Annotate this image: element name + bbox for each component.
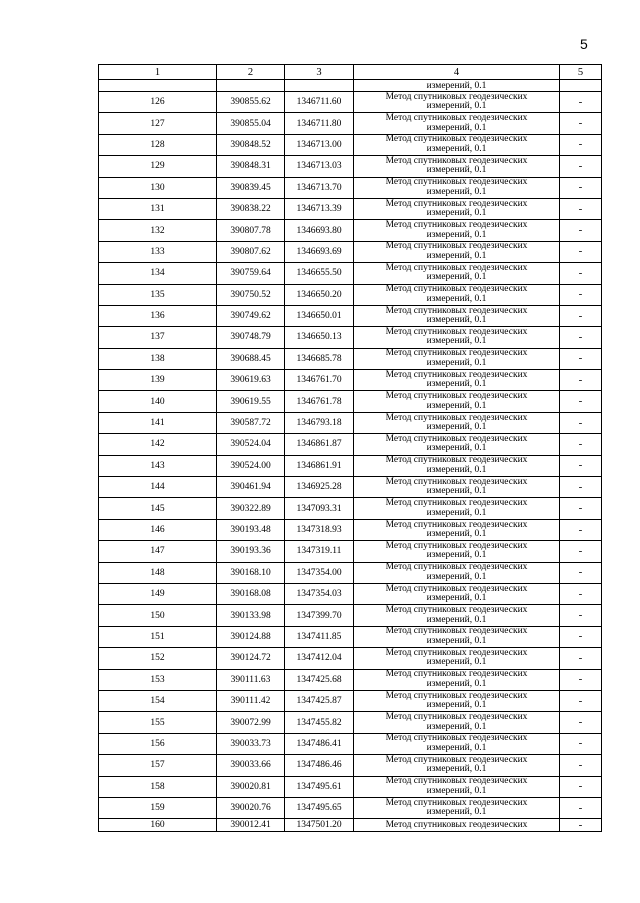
cell-x: 390020.81 — [217, 776, 285, 797]
cell-note: - — [560, 498, 602, 519]
cell-x: 390193.36 — [217, 541, 285, 562]
table-row — [99, 113, 602, 134]
cell-y: 1347412.04 — [285, 648, 354, 669]
table-row — [99, 434, 602, 455]
cell-x: 390111.42 — [217, 690, 285, 711]
cell-number: 155 — [99, 712, 217, 733]
cell-method — [354, 755, 560, 776]
cell-note: - — [560, 477, 602, 498]
cell-x: 390839.45 — [217, 177, 285, 198]
cell-number: 130 — [99, 177, 217, 198]
cell-x: 390168.08 — [217, 583, 285, 604]
method-line-2: измерений, 0.1 — [426, 229, 487, 240]
cell-note: - — [560, 755, 602, 776]
cell-number: 132 — [99, 220, 217, 241]
method-line-1: Метод спутниковых геодезических — [385, 113, 528, 124]
cell-y: 1347486.46 — [285, 755, 354, 776]
cell-number: 154 — [99, 690, 217, 711]
cell-method — [354, 198, 560, 219]
method-line-2: измерений, 0.1 — [426, 486, 487, 497]
cell-method — [354, 348, 560, 369]
cell-note: - — [560, 284, 602, 305]
table-row — [99, 348, 602, 369]
cell-y: 1347093.31 — [285, 498, 354, 519]
table-row — [99, 92, 602, 113]
cell-x: 390193.48 — [217, 519, 285, 540]
cell-note: - — [560, 391, 602, 412]
cell-y: 1346650.13 — [285, 327, 354, 348]
method-line-2: измерений, 0.1 — [426, 165, 487, 176]
cell-number: 144 — [99, 477, 217, 498]
cell-method — [354, 92, 560, 113]
method-line-1: Метод спутниковых геодезических — [385, 712, 528, 723]
cell-x: 390168.10 — [217, 562, 285, 583]
method-line-1: Метод спутниковых геодезических — [385, 669, 528, 680]
cell-note: - — [560, 370, 602, 391]
method-line-1: Метод спутниковых геодезических — [385, 262, 528, 273]
method-line-1: Метод спутниковых геодезических — [385, 369, 528, 380]
column-header: 3 — [285, 65, 354, 80]
cell-number: 147 — [99, 541, 217, 562]
cell-method: Метод спутниковых геодезических — [354, 819, 560, 832]
cell-method — [354, 220, 560, 241]
method-line-2: измерений, 0.1 — [426, 635, 487, 646]
cell-y: 1347501.20 — [285, 819, 354, 832]
method-line-1: Метод спутниковых геодезических — [385, 455, 528, 466]
cell-number: 151 — [99, 626, 217, 647]
cell-number: 145 — [99, 498, 217, 519]
method-line-1: Метод спутниковых геодезических — [385, 583, 528, 594]
table-row — [99, 797, 602, 818]
method-line-2: измерений, 0.1 — [426, 614, 487, 625]
cell-number: 137 — [99, 327, 217, 348]
method-line-1: Метод спутниковых геодезических — [385, 498, 528, 509]
cell-number: 158 — [99, 776, 217, 797]
method-line-1: Метод спутниковых геодезических — [385, 284, 528, 295]
table-row — [99, 370, 602, 391]
method-line-2: измерений, 0.1 — [426, 550, 487, 561]
cell-note — [560, 80, 602, 92]
method-line-1: Метод спутниковых геодезических — [385, 348, 528, 359]
table-row — [99, 519, 602, 540]
cell-x: 390587.72 — [217, 412, 285, 433]
cell-y: 1347495.65 — [285, 797, 354, 818]
cell-y: 1347425.87 — [285, 690, 354, 711]
cell-number: 136 — [99, 305, 217, 326]
method-line-2: измерений, 0.1 — [426, 250, 487, 261]
cell-y: 1347495.61 — [285, 776, 354, 797]
cell-note: - — [560, 819, 602, 832]
cell-x: 390748.79 — [217, 327, 285, 348]
cell-number: 128 — [99, 134, 217, 155]
cell-method — [354, 134, 560, 155]
cell-method — [354, 648, 560, 669]
cell-method — [354, 669, 560, 690]
cell-x: 390111.63 — [217, 669, 285, 690]
cell-note: - — [560, 797, 602, 818]
cell-method — [354, 690, 560, 711]
table-row — [99, 156, 602, 177]
cell-method — [354, 113, 560, 134]
cell-note: - — [560, 626, 602, 647]
method-line-2: измерений, 0.1 — [426, 807, 487, 818]
cell-method — [354, 327, 560, 348]
cell-y: 1347318.93 — [285, 519, 354, 540]
cell-number — [99, 80, 217, 92]
table-row — [99, 134, 602, 155]
cell-note: - — [560, 134, 602, 155]
table-row — [99, 583, 602, 604]
cell-x: 390619.63 — [217, 370, 285, 391]
table-row — [99, 541, 602, 562]
cell-note: - — [560, 263, 602, 284]
method-line-2: измерений, 0.1 — [426, 764, 487, 775]
cell-y: 1346861.87 — [285, 434, 354, 455]
cell-number: 153 — [99, 669, 217, 690]
cell-x: 390012.41 — [217, 819, 285, 832]
cell-number: 152 — [99, 648, 217, 669]
cell-number: 135 — [99, 284, 217, 305]
table-row — [99, 198, 602, 219]
cell-method — [354, 498, 560, 519]
method-line-2: измерений, 0.1 — [426, 464, 487, 475]
table-row — [99, 327, 602, 348]
table-row — [99, 241, 602, 262]
method-line-1: Метод спутниковых геодезических — [385, 476, 528, 487]
cell-method — [354, 541, 560, 562]
cell-y: 1347354.03 — [285, 583, 354, 604]
method-line-1: Метод спутниковых геодезических — [385, 605, 528, 616]
cell-number: 133 — [99, 241, 217, 262]
method-line-1: Метод спутниковых геодезических — [385, 391, 528, 402]
cell-note: - — [560, 348, 602, 369]
cell-y — [285, 80, 354, 92]
cell-x — [217, 80, 285, 92]
cell-method — [354, 156, 560, 177]
method-line-1: Метод спутниковых геодезических — [385, 540, 528, 551]
continuation-row — [99, 80, 602, 92]
cell-x: 390133.98 — [217, 605, 285, 626]
table-row — [99, 605, 602, 626]
cell-y: 1346713.70 — [285, 177, 354, 198]
method-line-2: измерений, 0.1 — [426, 400, 487, 411]
cell-number: 156 — [99, 733, 217, 754]
method-line-2: измерений, 0.1 — [426, 208, 487, 219]
table-header-row — [99, 65, 602, 80]
cell-y: 1347486.41 — [285, 733, 354, 754]
method-line-2: измерений, 0.1 — [426, 293, 487, 304]
cell-method — [354, 797, 560, 818]
cell-note: - — [560, 541, 602, 562]
cell-note: - — [560, 327, 602, 348]
cell-method — [354, 412, 560, 433]
table-row — [99, 284, 602, 305]
table-row — [99, 391, 602, 412]
cell-note: - — [560, 519, 602, 540]
method-line-1: Метод спутниковых геодезических — [385, 626, 528, 637]
cell-note: - — [560, 241, 602, 262]
cell-note: - — [560, 455, 602, 476]
column-header: 2 — [217, 65, 285, 80]
method-line-1: Метод спутниковых геодезических — [385, 220, 528, 231]
cell-number: 146 — [99, 519, 217, 540]
cell-note: - — [560, 669, 602, 690]
table-row — [99, 819, 602, 832]
cell-note: - — [560, 92, 602, 113]
cell-note: - — [560, 648, 602, 669]
method-line-2: измерений, 0.1 — [426, 143, 487, 154]
cell-method — [354, 305, 560, 326]
cell-y: 1347399.70 — [285, 605, 354, 626]
method-line-1: Метод спутниковых геодезических — [385, 754, 528, 765]
cell-number: 149 — [99, 583, 217, 604]
method-line-2: измерений, 0.1 — [426, 101, 487, 112]
cell-note: - — [560, 583, 602, 604]
method-line-1: Метод спутниковых геодезических — [385, 305, 528, 316]
cell-y: 1346713.00 — [285, 134, 354, 155]
table-row — [99, 412, 602, 433]
cell-y: 1346713.03 — [285, 156, 354, 177]
cell-note: - — [560, 220, 602, 241]
cell-number: 157 — [99, 755, 217, 776]
cell-y: 1346655.50 — [285, 263, 354, 284]
cell-method — [354, 733, 560, 754]
cell-x: 390322.89 — [217, 498, 285, 519]
cell-x: 390124.72 — [217, 648, 285, 669]
table-row — [99, 177, 602, 198]
cell-method — [354, 391, 560, 412]
method-line-1: Метод спутниковых геодезических — [385, 134, 528, 145]
cell-number: 141 — [99, 412, 217, 433]
method-line-2: измерений, 0.1 — [426, 785, 487, 796]
cell-number: 126 — [99, 92, 217, 113]
cell-y: 1347455.82 — [285, 712, 354, 733]
cell-y: 1347319.11 — [285, 541, 354, 562]
cell-method — [354, 241, 560, 262]
method-line-1: Метод спутниковых геодезических — [385, 690, 528, 701]
cell-method — [354, 519, 560, 540]
cell-method — [354, 284, 560, 305]
cell-note: - — [560, 113, 602, 134]
table-row — [99, 755, 602, 776]
cell-y: 1346793.18 — [285, 412, 354, 433]
method-line-1: Метод спутниковых геодезических — [385, 733, 528, 744]
method-line-1: Метод спутниковых геодезических — [385, 241, 528, 252]
table-row — [99, 648, 602, 669]
method-line-2: измерений, 0.1 — [426, 529, 487, 539]
cell-y: 1347354.00 — [285, 562, 354, 583]
coordinates-table — [98, 64, 602, 832]
cell-y: 1346711.80 — [285, 113, 354, 134]
cell-note: - — [560, 305, 602, 326]
table-row — [99, 712, 602, 733]
method-line-2: измерений, 0.1 — [426, 700, 487, 711]
cell-y: 1346861.91 — [285, 455, 354, 476]
method-line-2: измерений, 0.1 — [426, 571, 487, 582]
cell-y: 1346693.80 — [285, 220, 354, 241]
cell-note: - — [560, 412, 602, 433]
cell-y: 1347425.68 — [285, 669, 354, 690]
table-row — [99, 690, 602, 711]
table-row — [99, 477, 602, 498]
cell-number: 139 — [99, 370, 217, 391]
cell-x: 390807.62 — [217, 241, 285, 262]
table-row — [99, 776, 602, 797]
method-line-2: измерений, 0.1 — [426, 379, 487, 390]
column-header: 5 — [560, 65, 602, 80]
cell-method — [354, 626, 560, 647]
cell-x: 390033.73 — [217, 733, 285, 754]
cell-number: 140 — [99, 391, 217, 412]
cell-x: 390750.52 — [217, 284, 285, 305]
cell-note: - — [560, 562, 602, 583]
cell-x: 390688.45 — [217, 348, 285, 369]
table-row — [99, 455, 602, 476]
method-line-2: измерений, 0.1 — [426, 721, 487, 732]
method-line-2: измерений, 0.1 — [426, 336, 487, 347]
table-row — [99, 305, 602, 326]
cell-number: 142 — [99, 434, 217, 455]
cell-number: 160 — [99, 819, 217, 832]
cell-number: 150 — [99, 605, 217, 626]
method-line-2: измерений, 0.1 — [426, 422, 487, 433]
method-line-2: измерений, 0.1 — [426, 593, 487, 604]
cell-method: измерений, 0.1 — [354, 80, 560, 92]
method-line-1: Метод спутниковых геодезических — [385, 326, 528, 337]
cell-note: - — [560, 690, 602, 711]
method-line-1: Метод спутниковых геодезических — [385, 177, 528, 188]
method-line-2: измерений, 0.1 — [426, 443, 487, 454]
cell-y: 1346711.60 — [285, 92, 354, 113]
table-row — [99, 669, 602, 690]
method-line-1: Метод спутниковых геодезических — [385, 412, 528, 423]
cell-method — [354, 583, 560, 604]
method-line-1: Метод спутниковых геодезических — [385, 647, 528, 658]
cell-number: 129 — [99, 156, 217, 177]
method-line-2: измерений, 0.1 — [426, 315, 487, 326]
cell-note: - — [560, 733, 602, 754]
method-line-2: измерений, 0.1 — [426, 657, 487, 668]
cell-method — [354, 434, 560, 455]
table-row — [99, 626, 602, 647]
cell-x: 390855.62 — [217, 92, 285, 113]
column-header: 1 — [99, 65, 217, 80]
cell-x: 390848.31 — [217, 156, 285, 177]
method-line-1: Метод спутниковых геодезических — [385, 776, 528, 787]
cell-number: 138 — [99, 348, 217, 369]
cell-method — [354, 562, 560, 583]
cell-x: 390033.66 — [217, 755, 285, 776]
cell-y: 1346925.28 — [285, 477, 354, 498]
cell-y: 1346685.78 — [285, 348, 354, 369]
method-line-2: измерений, 0.1 — [426, 122, 487, 133]
cell-method — [354, 776, 560, 797]
cell-x: 390461.94 — [217, 477, 285, 498]
cell-note: - — [560, 434, 602, 455]
cell-method — [354, 712, 560, 733]
cell-y: 1346761.70 — [285, 370, 354, 391]
cell-x: 390848.52 — [217, 134, 285, 155]
cell-y: 1347411.85 — [285, 626, 354, 647]
cell-method — [354, 455, 560, 476]
cell-x: 390020.76 — [217, 797, 285, 818]
cell-x: 390524.04 — [217, 434, 285, 455]
cell-y: 1346650.01 — [285, 305, 354, 326]
cell-y: 1346713.39 — [285, 198, 354, 219]
cell-method — [354, 263, 560, 284]
cell-number: 131 — [99, 198, 217, 219]
method-line-2: измерений, 0.1 — [426, 507, 487, 518]
cell-method — [354, 370, 560, 391]
cell-note: - — [560, 605, 602, 626]
cell-x: 390838.22 — [217, 198, 285, 219]
method-line-1: Метод спутниковых геодезических — [385, 519, 528, 530]
method-line-1: Метод спутниковых геодезических — [385, 562, 528, 573]
table-row — [99, 220, 602, 241]
cell-note: - — [560, 177, 602, 198]
cell-number: 148 — [99, 562, 217, 583]
cell-y: 1346693.69 — [285, 241, 354, 262]
method-line-2: измерений, 0.1 — [426, 742, 487, 753]
cell-note: - — [560, 198, 602, 219]
cell-x: 390807.78 — [217, 220, 285, 241]
cell-number: 127 — [99, 113, 217, 134]
column-header: 4 — [354, 65, 560, 80]
method-line-2: измерений, 0.1 — [426, 186, 487, 197]
cell-x: 390855.04 — [217, 113, 285, 134]
table-row — [99, 498, 602, 519]
cell-x: 390759.64 — [217, 263, 285, 284]
cell-method — [354, 605, 560, 626]
cell-note: - — [560, 156, 602, 177]
method-line-2: измерений, 0.1 — [426, 678, 487, 689]
method-line-1: Метод спутниковых геодезических — [385, 433, 528, 444]
cell-number: 143 — [99, 455, 217, 476]
cell-x: 390124.88 — [217, 626, 285, 647]
cell-number: 159 — [99, 797, 217, 818]
cell-y: 1346761.78 — [285, 391, 354, 412]
method-line-1: Метод спутниковых геодезических — [385, 797, 528, 808]
table-row — [99, 733, 602, 754]
page-number: 5 — [580, 36, 588, 52]
method-line-2: измерений, 0.1 — [426, 357, 487, 368]
method-line-1: Метод спутниковых геодезических — [385, 155, 528, 166]
cell-x: 390749.62 — [217, 305, 285, 326]
method-line-1: Метод спутниковых геодезических — [385, 198, 528, 209]
cell-method — [354, 177, 560, 198]
cell-x: 390524.00 — [217, 455, 285, 476]
cell-x: 390072.99 — [217, 712, 285, 733]
table-row — [99, 263, 602, 284]
cell-y: 1346650.20 — [285, 284, 354, 305]
cell-number: 134 — [99, 263, 217, 284]
cell-note: - — [560, 776, 602, 797]
method-line-1: Метод спутниковых геодезических — [385, 91, 528, 102]
method-line-2: измерений, 0.1 — [426, 272, 487, 283]
table-row — [99, 562, 602, 583]
cell-x: 390619.55 — [217, 391, 285, 412]
cell-note: - — [560, 712, 602, 733]
cell-method — [354, 477, 560, 498]
